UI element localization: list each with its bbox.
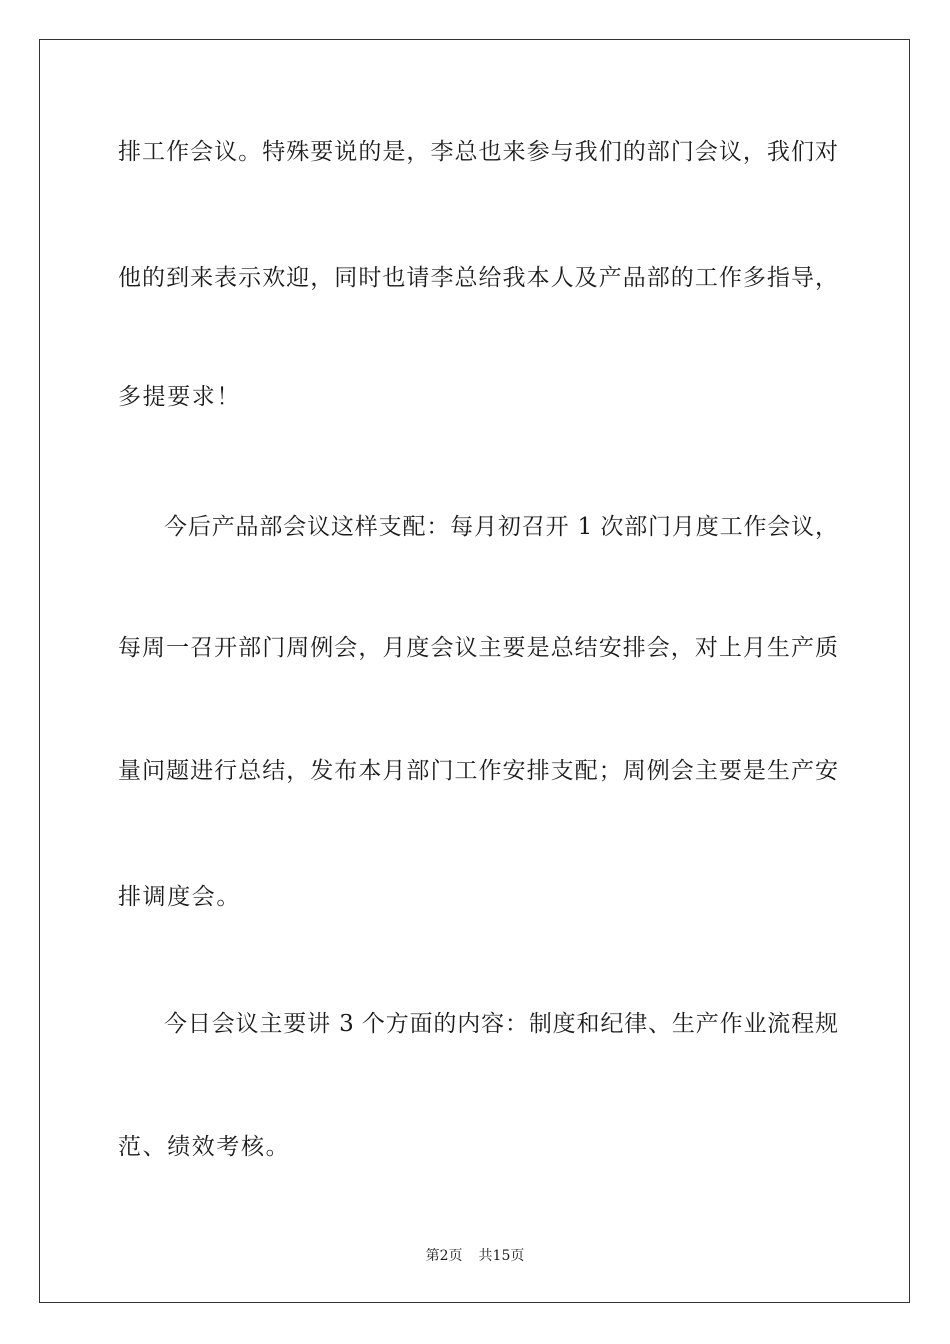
- page-border: [39, 39, 910, 1303]
- body-line-7: 排调度会。: [118, 884, 241, 910]
- body-line-3: 多提要求！: [118, 384, 241, 410]
- page-footer: [0, 1246, 950, 1266]
- body-line-4: 今后产品部会议这样支配：每月初召开 1 次部门月度工作会议，: [164, 514, 838, 540]
- body-line-1: 排工作会议。特殊要说的是，李总也来参与我们的部门会议，我们对: [118, 139, 838, 165]
- body-line-8: 今日会议主要讲 3 个方面的内容：制度和纪律、生产作业流程规: [164, 1011, 838, 1037]
- body-line-6: 量问题进行总结，发布本月部门工作安排支配；周例会主要是生产安: [118, 758, 838, 784]
- body-line-9: 范、绩效考核。: [118, 1134, 291, 1160]
- body-line-2: 他的到来表示欢迎，同时也请李总给我本人及产品部的工作多指导，: [118, 265, 838, 291]
- body-line-5: 每周一召开部门周例会，月度会议主要是总结安排会，对上月生产质: [118, 635, 838, 661]
- page-total: 共15页: [478, 1248, 525, 1264]
- page-number: 第2页: [425, 1248, 463, 1264]
